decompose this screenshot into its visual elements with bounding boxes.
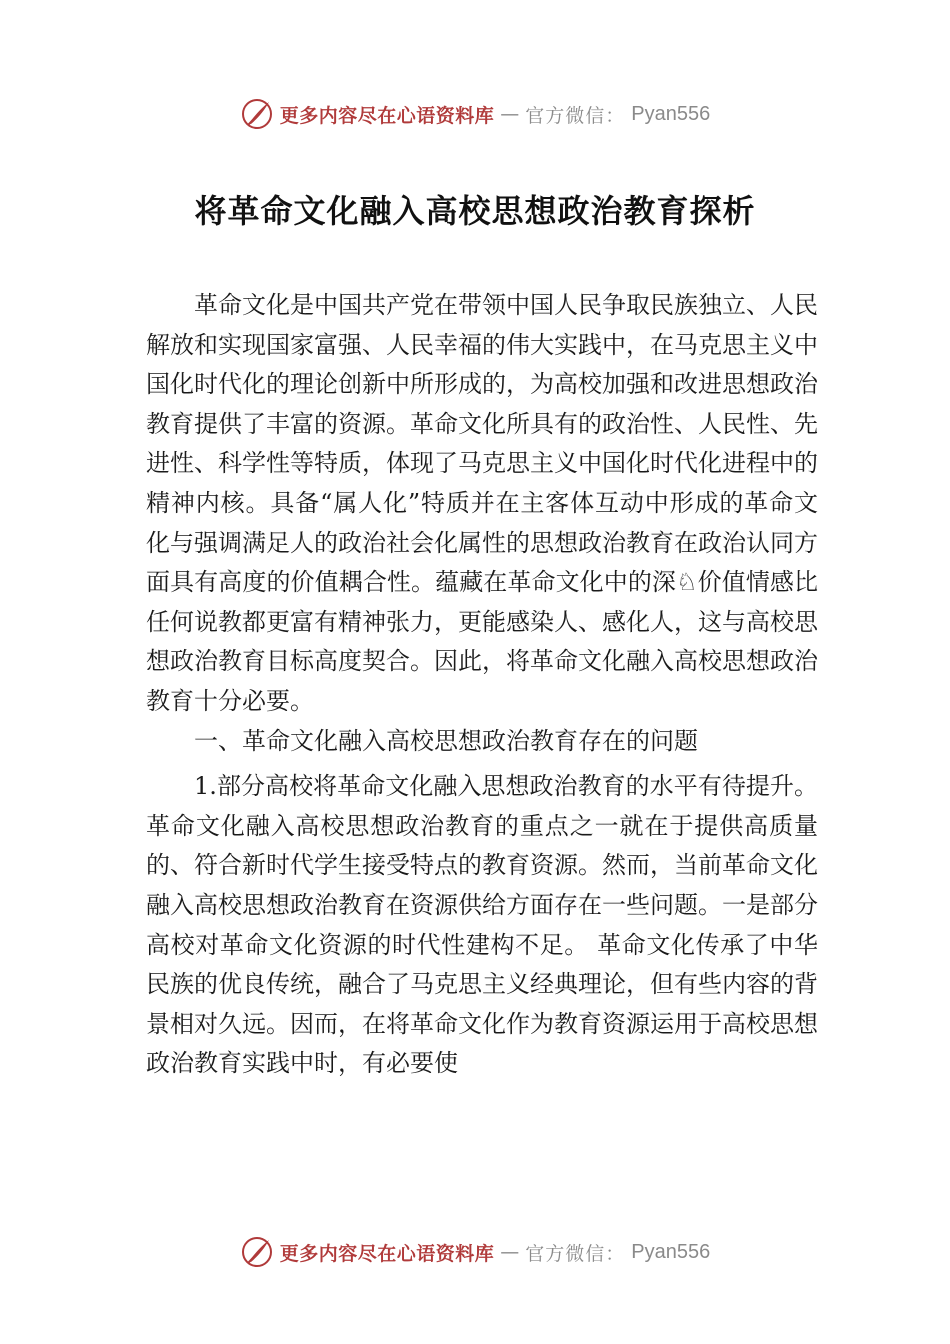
quill-pen-icon [240,97,274,131]
document-title: 将革命文化融入高校思想政治教育探析 [194,192,756,230]
banner-text: 更多内容尽在心语资料库 [279,104,495,127]
paragraph-point-1: 1.部分高校将革命文化融入思想政治教育的水平有待提升。革命文化融入高校思想政治教育的重点之一就在于提供高质量的、符合新时代学生接受特点的教育资源。然而，当前革命文化融入高校思想政治教育在资源供给方面存在一些问题。一是部分高校对革命文化资源的时代性建构不足。 革命文化传承了中华民族的优良传统，融合了马克思主义经典理论，但有些内容的背景相对久远。因而，在将革命文化作为教育资源运用于高校思想政治教育实践中时，有必要使 [146,772,818,1078]
banner-separator: — [500,1241,520,1263]
section-heading: 一、革命文化融入高校思想政治教育存在的问题 [194,726,698,755]
banner-separator: — [500,103,520,125]
banner-wechat-id: Pyan556 [631,1240,711,1263]
document-body [146,286,818,1084]
banner-wechat-id: Pyan556 [631,102,711,125]
quill-pen-icon [240,1235,274,1269]
banner-wechat-label: 官方微信： [525,1242,626,1265]
banner-text: 更多内容尽在心语资料库 [279,1242,495,1265]
header-banner [0,94,950,134]
paragraph-intro: 革命文化是中国共产党在带领中国人民争取民族独立、人民解放和实现国家富强、人民幸福的伟大实践中，在马克思主义中国化时代化的理论创新中所形成的，为高校加强和改进思想政治教育提供了丰富的资源。革命文化所具有的政治性、人民性、先进性、科学性等特质，体现了马克思主义中国化时代化进程中的精神内核。具备“属人化”特质并在主客体互动中形成的革命文化与强调满足人的政治社会化属性的思想政治教育在政治认同方面具有高度的价值耦合性。蕴藏在革命文化中的深♘价值情感比任何说教都更富有精神张力，更能感染人、感化人，这与高校思想政治教育目标高度契合。因此，将革命文化融入高校思想政治教育十分必要。 [146,291,818,715]
banner-wechat-label: 官方微信： [525,104,626,127]
footer-banner [0,1232,950,1272]
